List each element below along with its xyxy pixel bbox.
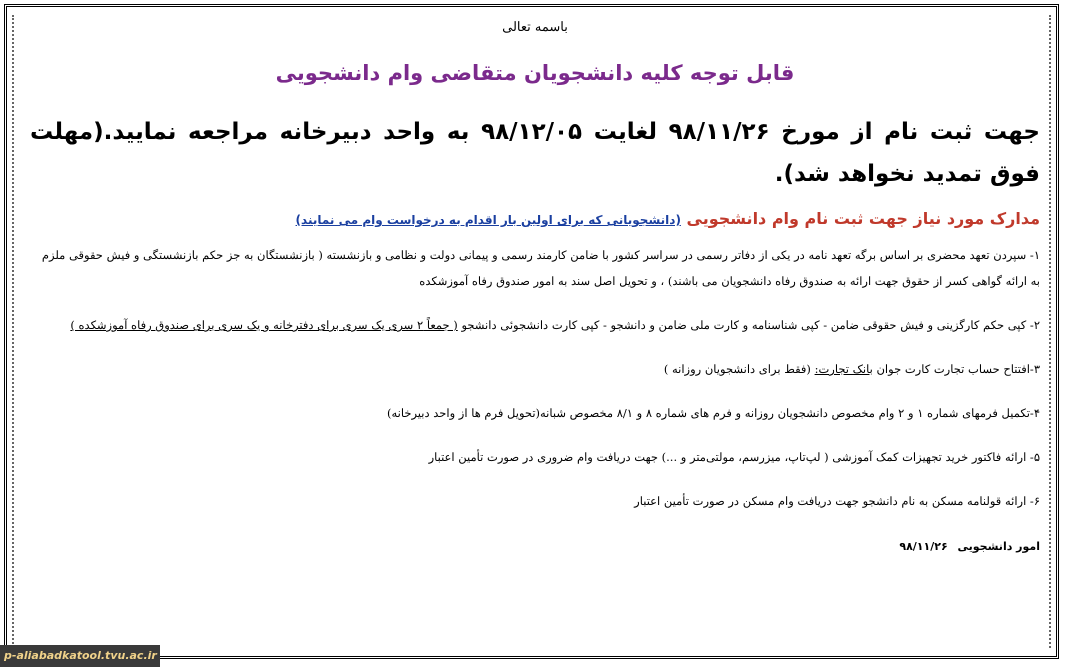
- opening-phrase: باسمه تعالی: [502, 20, 568, 35]
- signature-line: [30, 540, 1040, 553]
- requirement-item-6: ۶- ارائه قولنامه مسکن به نام دانشجو جهت دریافت وام مسکن در صورت تأمین اعتبار: [634, 494, 1040, 508]
- docs-heading-text: مدارک مورد نیاز جهت ثبت نام وام دانشجویی: [686, 209, 1040, 228]
- requirement-item-2-text: ۲- کپی حکم کارگزینی و فیش حقوقی ضامن - کپی شناسنامه و کارت ملی ضامن و دانشجو - کپی کارت دانشجوئی دانشجو: [461, 318, 1040, 332]
- requirement-item-3-bank: بانک تجارت:: [814, 362, 873, 376]
- docs-heading-note: (دانشجویانی که برای اولین بار اقدام به درخواست وام می نمایند): [295, 213, 681, 227]
- requirement-item-4: ۴-تکمیل فرمهای شماره ۱ و ۲ وام مخصوص دانشجویان روزانه و فرم های شماره ۸ و ۸/۱ مخصوص شبانه(تحویل فرم ها از واحد دبیرخانه): [387, 406, 1040, 420]
- announcement-document: [30, 14, 1040, 564]
- border-dots-right: [1047, 15, 1051, 648]
- requirement-item-3: [30, 356, 1040, 382]
- border-dots-left: [12, 15, 16, 648]
- requirement-item-2: [30, 312, 1040, 338]
- announcement-title: قابل توجه کلیه دانشجویان متقاضی وام دانشجویی: [275, 61, 795, 85]
- signature-office: امور دانشجویی: [957, 540, 1040, 553]
- site-watermark: p-aliabadkatool.tvu.ac.ir: [0, 645, 160, 667]
- registration-notice: جهت ثبت نام از مورخ ۹۸/۱۱/۲۶ لغایت ۹۸/۱۲/۰۵ به واحد دبیرخانه مراجعه نمایید.(مهلت فوق تمدید نخواهد شد).: [30, 119, 1040, 187]
- requirement-item-3-text: ۳-افتتاح حساب تجارت کارت جوان: [876, 362, 1040, 376]
- requirement-item-5: ۵- ارائه فاکتور خرید تجهیزات کمک آموزشی ( لپ‌تاپ، میزرسم، مولتی‌متر و ...) جهت دریافت وام ضروری در صورت تأمین اعتبار: [428, 450, 1040, 464]
- signature-date: ۹۸/۱۱/۲۶: [899, 540, 948, 553]
- requirement-item-2-note: ( جمعاً ۲ سری یک سری برای دفترخانه و یک سری برای صندوق رفاه آموزشکده ): [70, 318, 458, 332]
- requirement-item-3-tail: (فقط برای دانشجویان روزانه ): [663, 362, 811, 376]
- requirement-item-1: ۱- سپردن تعهد محضری بر اساس برگه تعهد نامه در یکی از دفاتر رسمی در سراسر کشور با ضامن کارمند رسمی و پیمانی دولت و نظامی و بازنشسته ( بازنشستگان به جز حکم بازنشستگی و فیش حقوقی ملزم به ارائه گواهی کسر از حقوق جهت ارائه به صندوق رفاه دانشجویان می باشند) ، و تحویل اصل سند به امور صندوق رفاه آموزشکده: [41, 248, 1040, 288]
- required-documents-heading: [30, 205, 1040, 234]
